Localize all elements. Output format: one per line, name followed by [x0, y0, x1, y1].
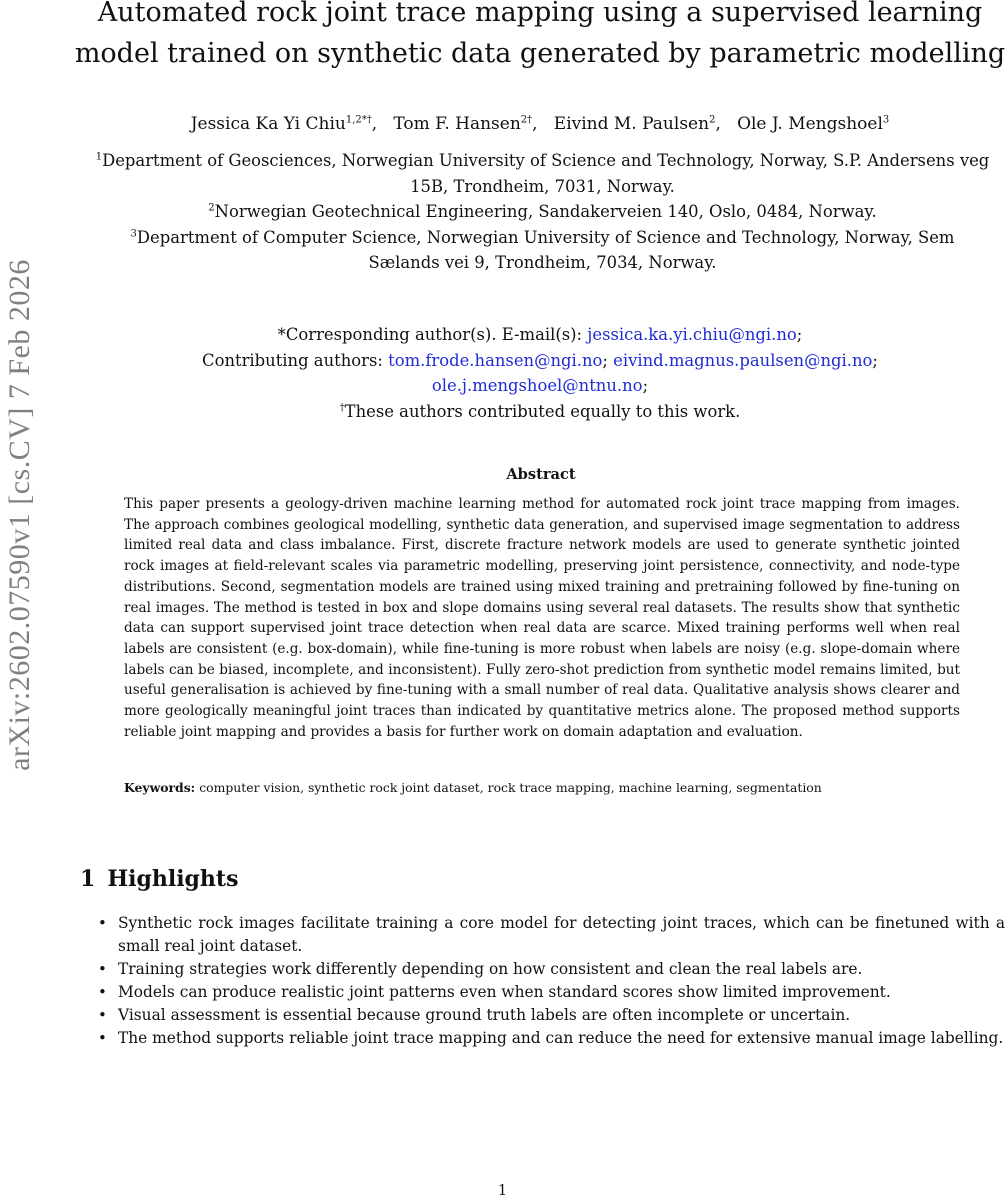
keywords-line	[124, 779, 960, 797]
corresponding-email-link[interactable]: jessica.ka.yi.chiu@ngi.no	[587, 325, 797, 344]
author: Jessica Ka Yi Chiu$^{1,2*\dagger}$,	[190, 114, 388, 134]
list-item: • The method supports reliable joint trace mapping and can reduce the need for extensive manual image labelling.	[92, 1027, 1005, 1050]
abstract-body: This paper presents a geology-driven machine learning method for automated rock joint trace mapping from images. The approach combines geological modelling, synthetic data generation, and supervised image segmentation to address limited real data and class imbalance. First, discrete fracture network models are used to generate synthetic jointed rock images at field-relevant scales via parametric modelling, preserving joint persistence, connectivity, and node-type distributions. Second, segmentation models are trained using mixed training and pretraining followed by fine-tuning on real images. The method is tested in box and slope domains using several real datasets. The results show that synthetic data can support supervised joint trace detection when real data are scarce. Mixed training performs well when real labels are consistent (e.g. box-domain), while fine-tuning is more robust when labels are noisy (e.g. slope-domain where labels can be biased, incomplete, and inconsistent). Fully zero-shot prediction from synthetic model remains limited, but useful generalisation is achieved by fine-tuning with a small number of real data. Qualitative analysis shows clearer and more geologically meaningful joint traces than indicated by quantitative metrics alone. The proposed method supports reliable joint mapping and provides a basis for further work on domain adaptation and evaluation.	[124, 496, 960, 740]
author: Eivind M. Paulsen$^2$,	[553, 114, 732, 134]
keywords-label: Keywords:	[124, 780, 196, 795]
bullet-icon: •	[98, 1029, 107, 1047]
author: Ole J. Mengshoel$^3$	[737, 114, 890, 134]
contributor-email-link[interactable]: tom.frode.hansen@ngi.no	[388, 350, 603, 370]
section-number: 1	[80, 866, 96, 892]
abstract-heading: Abstract	[506, 466, 576, 483]
affiliation-list	[95, 148, 990, 276]
author-list	[80, 112, 1000, 136]
affiliation: $^1$Department of Geosciences, Norwegian University of Science and Technology, Norway, S.P. Andersens veg 15B, Trondheim, 7031, Norway.	[95, 151, 990, 196]
list-item: • Models can produce realistic joint patterns even when standard scores show limited improvement.	[92, 981, 1005, 1004]
corresponding-author-line: *Corresponding author(s). E-mail(s): jessica.ka.yi.chiu@ngi.no;	[277, 325, 803, 344]
contributor-email-link[interactable]: eivind.magnus.paulsen@ngi.no	[613, 350, 873, 370]
keywords-text: computer vision, synthetic rock joint dataset, rock trace mapping, machine learning, segmentation	[195, 780, 822, 795]
correspondence-block	[140, 322, 940, 424]
bullet-icon: •	[98, 1006, 107, 1024]
contributor-email-link[interactable]: ole.j.mengshoel@ntnu.no	[431, 376, 643, 395]
arxiv-stamp	[0, 195, 40, 835]
section-title: Highlights	[107, 866, 239, 892]
bullet-icon: •	[98, 983, 107, 1001]
author: Tom F. Hansen$^{2\dagger}$,	[393, 114, 549, 134]
paper-title: Automated rock joint trace mapping using a supervised learning model trained on synthetic data generated by parametric modelling	[74, 0, 1005, 69]
affiliation: $^3$Department of Computer Science, Norwegian University of Science and Technology, Norway, Sem Sælands vei 9, Trondheim, 7034, Norway.	[130, 227, 955, 272]
equal-contribution-note: †These authors contributed equally to this work.	[339, 401, 741, 421]
list-item: • Synthetic rock images facilitate training a core model for detecting joint traces, which can be finetuned with a small real joint dataset.	[98, 914, 1005, 955]
arxiv-stamp-text: arXiv:2602.07590v1 [cs.CV] 7 Feb 2026	[3, 259, 37, 771]
section-heading	[80, 866, 238, 892]
contributing-authors-line-cont: ole.j.mengshoel@ntnu.no;	[431, 376, 649, 395]
list-item: • Visual assessment is essential because ground truth labels are often incomplete or uncertain.	[92, 1004, 1005, 1027]
list-item: • Training strategies work differently depending on how consistent and clean the real labels are.	[92, 958, 1005, 981]
bullet-icon: •	[98, 960, 107, 978]
page-number: 1	[497, 1182, 508, 1199]
contributing-authors-line: Contributing authors: tom.frode.hansen@ngi.no; eivind.magnus.paulsen@ngi.no;	[202, 350, 878, 370]
highlights-list	[92, 912, 1005, 1050]
bullet-icon: •	[98, 914, 107, 932]
affiliation: $^2$Norwegian Geotechnical Engineering, Sandakerveien 140, Oslo, 0484, Norway.	[208, 202, 877, 221]
